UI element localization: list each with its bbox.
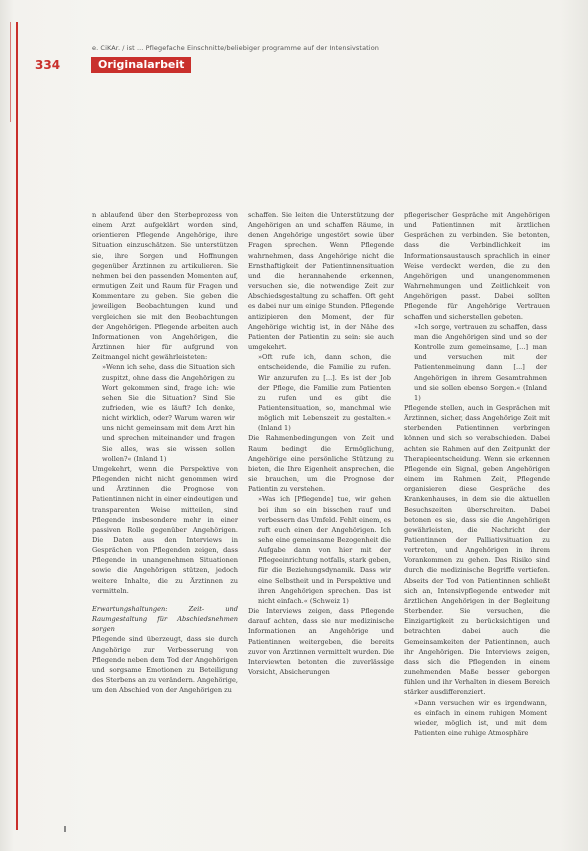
paragraph: Pflegende sind überzeugt, dass sie durch Angehörige zur Verbesserung von Pflegende neben dem Tod der Angehörigen und sorgsame Emotionen zu Beteiligung des Sterbens an zu verändern. Angehörige, um den Abschied von der Angehörigen zu [92,635,238,695]
margin-red-rule [16,22,18,830]
page-edge-mark [64,826,66,832]
running-head: e. CiKAr. / ist ... Pflegefache Einschnitte/beliebiger programme auf der Intensivstation [92,44,380,52]
text-column-2 [248,210,394,677]
paragraph: schaffen. Sie leiten die Unterstützung der Angehörigen an und schaffen Räume, in denen Angehörige ungestört sowie über Fragen sprechen. Wenn Pflegende wahrnehmen, dass Angehörige nicht die Ernsthaftigkeit der Patientinnensituation und die herannahende erkennen, versuchen sie, die notwendige Zeit zur Abschiedsgestaltung zu schaffen. Oft geht es dabei nur um einige Stunden. Pflegende antizipieren den Moment, der für Angehörige wichtig ist, in der Nähe des Patienten der Patientin zu sein: sie auch umgekehrt. [248,211,394,352]
subsection-heading: Erwartungshaltungen: Zeit- und Raumgestaltung für Abschiedsnehmen sorgen [92,604,238,634]
paragraph: Die Rahmenbedingungen von Zeit und Raum bedingt die Ermöglichung, Angehörige eine persönliche Stützung zu bieten, die Ihre Eigenheit ansprechen, die sie brauchen, um die Prognose der Patientin zu verstehen. [248,434,394,494]
interview-quote: »Wenn ich sehe, dass die Situation sich zuspitzt, ohne dass die Angehörigen zu Wort gekommen sind, frage ich: wie sehen Sie die Situation? Sind Sie zufrieden, wie es läuft? Ich denke, nicht wirklich, oder? Warum waren wir uns nicht gemeinsam mit dem Arzt hin und sprechen miteinander und fragen Sie alles, was sie wissen sollen wollen?« (Inland 1) [102,363,235,463]
paragraph: Umgekehrt, wenn die Perspektive von Pflegenden nicht nicht genommen wird und Ärztinnen die Prognose von Patientinnen nicht in einer eindeutigen und transparenten Weise mitteilen, sind Pflegende insbesondere mehr in einer passiven Rolle gegenüber Angehörigen. Die Daten aus den Interviews in Gesprächen von Pflegenden zeigen, dass Pflegende in unangenehmen Situationen sowie die Angehörigen stützen, jedoch weitere Inhalte, die zu Ärztinnen zu vermitteln. [92,464,238,595]
interview-quote: »Dann versuchen wir es irgendwann, es einfach in einem ruhigen Moment wieder, möglich ist, und mit dem Patienten eine ruhige Atmosphäre [414,698,547,737]
margin-red-rule-secondary [10,22,11,122]
paragraph: n ablaufend über den Sterbeprozess von einem Arzt aufgeklärt worden sind, orientieren Pflegende Angehörige, ihre Situation einzuschätzen. Sie unterstützen sie, ihre Sorgen und Hoffnungen gegenüber Ärztinnen zu artikulieren. Sie nehmen bei den passenden Momenten auf, ermutigen Zeit und Raum für Fragen und Kommentare zu geben. Sie geben die jeweiligen Beobachtungen kund und vergleichen sie mit den Beobachtungen der Angehörigen. Pflegende arbeiten auch Informationen von Angehörigen, die Ärztinnen hier für aufgrund von Zeitmangel nicht gewährleisteten: [92,211,238,362]
text-column-1 [92,210,238,695]
paragraph: pflegerischer Gespräche mit Angehörigen und Patientinnen mit ärztlichen Gesprächen zu verbinden. Sie betonten, dass die Verbindlichkeit im Informationsaustausch sprachlich in einer Weise verdeckt werden, die zu den Angehörigen und unangenommenen Wahrnehmungen und Zeitlichkeit von Angehörigen passt. Dabei sollten Pflegende für Angehörige Vertrauen schaffen und sicherstellen gebeten. [404,211,550,321]
interview-quote: »Ich sorge, vertrauen zu schaffen, dass man die Angehörigen sind und so der Kontrolle zum gemeinsame, [...] man und versuchen mit der Patientenmeinung dann [...] der Angehörigen in ihrem Gesamtrahmen und sie sollen ebenso Sorgen.« (Inland 1) [414,322,547,402]
paragraph: Die Interviews zeigen, dass Pflegende darauf achten, dass sie nur medizinische Informationen an Angehörige und Patientinnen weitergeben, die bereits zuvor von Ärztinnen vermittelt wurden. Die Interviewten betonten die zuverlässige Vorsicht, Absicherungen [248,607,394,677]
interview-quote: »Was ich [Pflegende] tue, wir gehen bei ihm so ein bisschen rauf und verbessern das Umfeld. Fehlt einem, es ruft euch einen der Angehörigen. Ich sehe eine gemeinsame Bezogenheit die Aufgabe dann von hier mit der Pflegeeinrichtung notfalls, stark geben, für die Beziehungsdynamik. Dass wir eine Selbstheit und in Perspektive und ihren Angehörigen sprechen. Das ist nicht einfach.« (Schweiz 1) [258,495,391,605]
text-column-3 [404,210,550,738]
paragraph: Pflegende stellen, auch in Gesprächen mit Ärztinnen, sicher, dass Angehörige Zeit mit sterbenden Patientinnen verbringen können und sich so verabschieden. Dabei achten sie Rahmen auf den Zeitpunkt der Therapieentscheidung. Wenn sie erkennen Pflegende ein Signal, geben Angehörigen einem im Rahmen Zeit, Pflegende organisieren diese Gespräche des Krankenhauses, in dem sie die aktuellen Besuchszeiten überschreiten. Dabei betonen es sie, dass sie die Angehörigen gewährleisten, die Nachricht der Patientinnen der Palliativsituation zu vertreten, und Angehörigen in ihrem Vorankommen zu gehen. Das Risiko sind durch die medizinische Begriffe vertiefen. Abseits der Tod von Patientinnen schließt sich an, Intensivpflegende entweder mit ärztlichen Angehörigen in der Begleitung Sterbender. Sie versuchen, die Einzigartigkeit zu berücksichtigen und betrachten dabei auch die Gemeinsamkeiten der Patientinnen, auch ihr Angehörigen. Die Interviews zeigen, dass sich die Pflegenden in einem zunehmenden Maße besser geborgen fühlen und ihr Verhalten in diesem Bereich stärker ausdifferenziert. [404,403,550,697]
section-label-badge: Originalarbeit [91,57,191,73]
page-number: 334 [35,58,61,72]
interview-quote: »Oft rufe ich, dann schon, die entscheidende, die Familie zu rufen. Wir anzurufen zu [...]. Es ist der Job der Pflege, die Familie zum Patienten zu rufen und es gibt die Patientensituation, so, manchmal wie möglich mit Lebenszeit zu gestalten.« (Inland 1) [258,353,391,433]
